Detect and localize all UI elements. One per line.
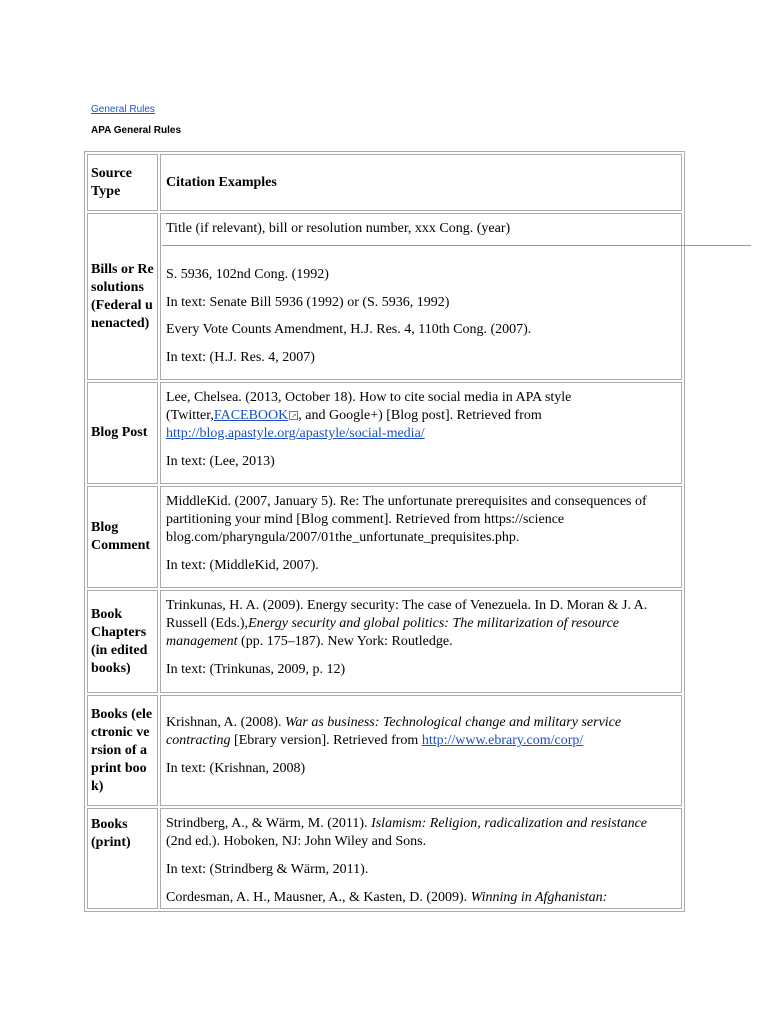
citation-example — [166, 389, 676, 443]
table-row-book-chapters — [87, 590, 682, 693]
citation-text: Trinkunas, H. A. (2009). Energy security: The case of Venezuela. In D. Moran & J. A. Russell (Eds.), — [166, 598, 648, 631]
citation-text: [Ebrary version]. Retrieved from — [230, 733, 422, 748]
citation-text: , and Google+) [Blog post]. Retrieved from — [298, 408, 542, 423]
citation-cell — [160, 213, 682, 380]
source-type-books-electronic: Books (electronic version of a print book) — [91, 706, 153, 794]
source-type-book-chapters: Book Chapters (in edited books) — [91, 606, 148, 676]
source-type-bills: Bills or Resolutions (Federal unenacted) — [91, 261, 154, 331]
in-text-example: In text: Senate Bill 5936 (1992) or (S. 5936, 1992) — [166, 295, 450, 310]
citation-example — [166, 597, 676, 651]
citation-cell — [160, 486, 682, 588]
citation-example: S. 5936, 102nd Cong. (1992) — [166, 267, 329, 282]
table-row-blog-post — [87, 382, 682, 484]
header-source-type: Source Type — [91, 165, 132, 199]
table-row-bills — [87, 213, 682, 380]
citation-text: Krishnan, A. (2008). — [166, 715, 285, 730]
citation-italic-title: Winning in Afghanistan: — [470, 890, 608, 905]
citation-italic-title: War as business: Technological change and military service contracting — [166, 715, 622, 748]
source-type-cell — [87, 382, 158, 484]
citation-text: Cordesman, A. H., Mausner, A., & Kasten, D. (2009). — [166, 890, 471, 905]
table-row-books-print — [87, 808, 682, 909]
source-type-blog-comment: Blog Comment — [91, 520, 151, 553]
citation-example — [166, 889, 676, 907]
source-type-cell — [87, 695, 158, 806]
source-type-books-print: Books (print) — [91, 817, 131, 850]
ebrary-url-link[interactable]: http://www.ebrary.com/corp/ — [421, 733, 584, 748]
citation-example: Every Vote Counts Amendment, H.J. Res. 4, 110th Cong. (2007). — [166, 322, 532, 337]
citation-italic-title: Islamism: Religion, radicalization and resistance — [371, 816, 648, 831]
citation-example — [166, 714, 676, 750]
page-heading: APA General Rules — [91, 125, 182, 136]
divider-line — [162, 245, 751, 246]
source-type-cell — [87, 213, 158, 380]
citation-cell — [160, 695, 682, 806]
table-row-blog-comment — [87, 486, 682, 588]
in-text-example: In text: (H.J. Res. 4, 2007) — [166, 350, 315, 365]
table-row-books-electronic — [87, 695, 682, 806]
facebook-link[interactable]: FACEBOOK — [213, 408, 289, 423]
blog-url-link[interactable]: http://blog.apastyle.org/apastyle/social-media/ — [166, 426, 425, 441]
source-type-cell — [87, 808, 158, 909]
citation-format-line: Title (if relevant), bill or resolution number, xxx Cong. (year) — [166, 221, 511, 236]
citation-cell — [160, 590, 682, 693]
source-type-cell — [87, 590, 158, 693]
general-rules-link[interactable]: General Rules — [91, 104, 155, 115]
source-type-blog-post: Blog Post — [91, 425, 148, 440]
citation-text: Lee, Chelsea. (2013, October 18). How to cite social media in APA style (Twitter, — [166, 390, 572, 423]
header-source-type-cell — [87, 154, 158, 211]
source-type-cell — [87, 486, 158, 588]
in-text-example: In text: (Lee, 2013) — [166, 454, 275, 469]
in-text-example: In text: (MiddleKid, 2007). — [166, 558, 319, 573]
citation-text: (pp. 175–187). New York: Routledge. — [237, 634, 453, 649]
in-text-example: In text: (Krishnan, 2008) — [166, 761, 306, 776]
header-citation-cell — [160, 154, 682, 211]
citation-example — [166, 815, 676, 851]
citation-text: Strindberg, A., & Wärm, M. (2011). — [166, 816, 372, 831]
citation-text: (2nd ed.). Hoboken, NJ: John Wiley and Sons. — [166, 834, 427, 849]
citation-example: MiddleKid. (2007, January 5). Re: The unfortunate prerequisites and consequences of partitioning your mind [Blog comment]. Retrieved from https://science blog.com/pharyngula/2007/01the_unfortunate_prequisites.php. — [166, 494, 647, 545]
external-link-icon: ↗ — [290, 412, 297, 420]
in-text-example: In text: (Strindberg & Wärm, 2011). — [166, 862, 369, 877]
citation-italic-title: Energy security and global politics: The militarization of resource management — [166, 616, 620, 649]
citation-table — [84, 151, 685, 912]
citation-cell — [160, 808, 682, 909]
header-citation-examples: Citation Examples — [166, 174, 277, 190]
table-header-row — [87, 154, 682, 211]
citation-cell — [160, 382, 682, 484]
in-text-example: In text: (Trinkunas, 2009, p. 12) — [166, 662, 346, 677]
